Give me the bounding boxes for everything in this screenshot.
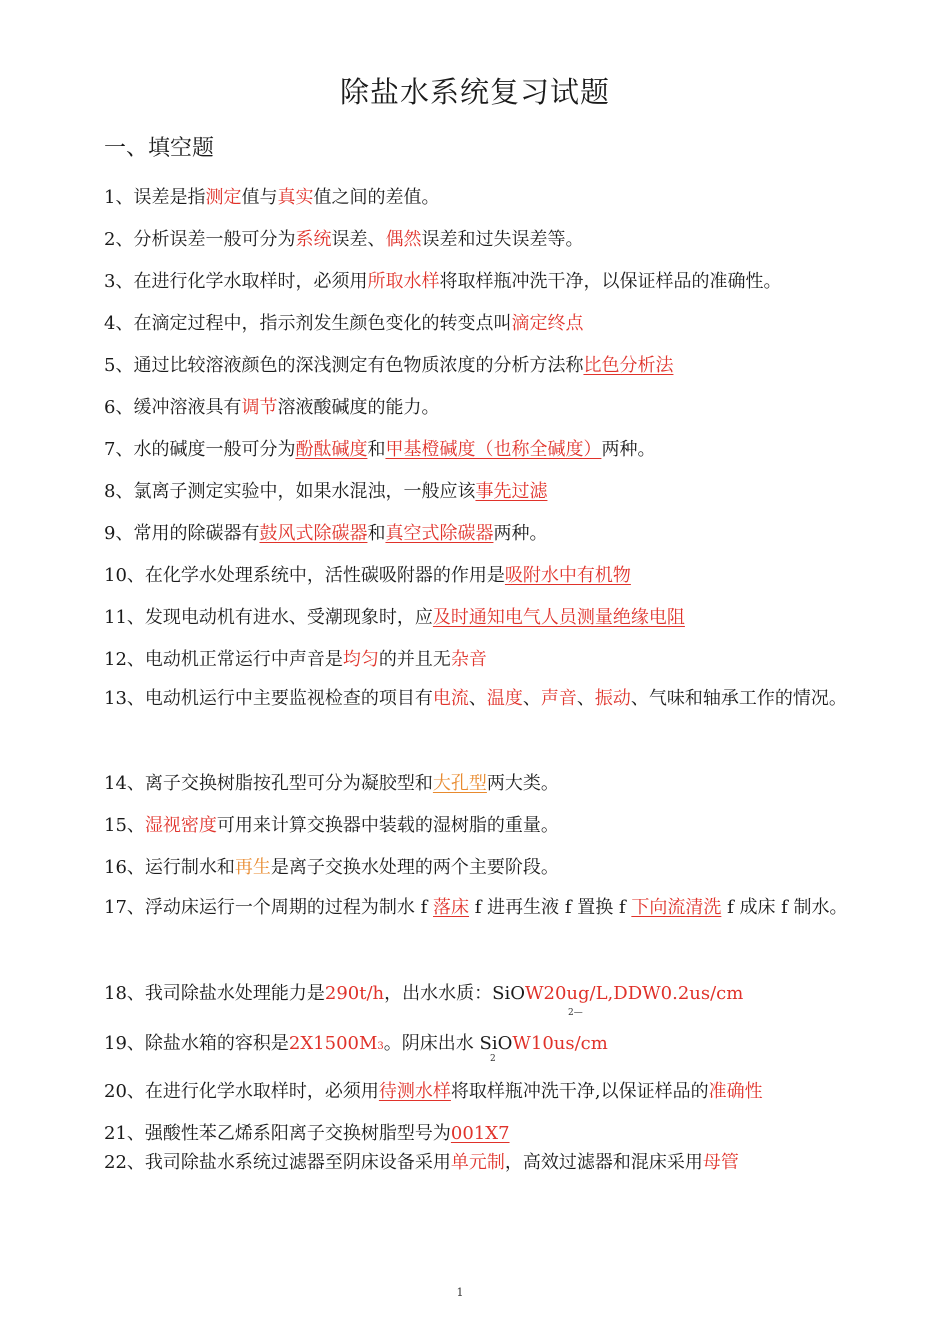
question-5 [104,354,673,378]
answer-text: W20ug/L,DDW0.2us/cm [525,983,744,1004]
question-text: 16、运行制水和 [104,857,235,878]
answer-text: 下向流清洗 [631,897,722,918]
question-text: 22、我司除盐水系统过滤器至阴床设备采用 [104,1152,451,1173]
question-text: 两种。 [493,523,548,544]
question-text: 18、我司除盐水处理能力是 [104,983,325,1004]
answer-text: 吸附水中有机物 [504,565,631,586]
page-number: 1 [456,1286,464,1299]
question-text: 将取样瓶冲洗干净，以保证样品的准确性。 [439,271,782,292]
answer-text: 酚酞碱度 [295,439,368,460]
question-8 [104,480,547,504]
answer-text: 甲基橙碱度（也称全碱度） [385,439,602,460]
answer-text: 测定 [205,187,242,208]
answer-text: 290t/h [324,983,385,1004]
question-text: 误差、 [331,229,386,250]
answer-text: 单元制 [450,1152,505,1173]
answer-text: 大孔型 [432,773,487,794]
answer-text: 杂音 [450,649,487,670]
section-heading: 一、填空题 [104,136,215,161]
question-text: ，高效过滤器和混床采用 [504,1152,703,1173]
answer-text: 均匀 [342,649,379,670]
answer-text: 真空式除碳器 [385,523,494,544]
question-text: 和 [367,439,386,460]
question-20 [104,1080,763,1104]
question-text: 20、在进行化学水取样时，必须用 [104,1081,379,1102]
question-text: 误差和过失误差等。 [421,229,584,250]
answer-text: 待测水样 [378,1081,451,1102]
superscript-unit: 3 [377,1041,384,1052]
answer-text: 湿视密度 [144,815,217,836]
question-7 [104,438,655,462]
answer-text: 落床 [433,897,470,918]
question-text: 、 [522,688,541,709]
question-text: 1、误差是指 [104,187,206,208]
question-text: 4、在滴定过程中，指示剂发生颜色变化的转变点叫 [104,313,512,334]
answer-text: 001X7 [450,1123,510,1144]
answer-text: 事先过滤 [475,481,548,502]
question-6 [104,396,439,420]
question-text: 19、除盐水箱的容积是 [104,1033,289,1054]
question-14 [104,772,559,796]
question-text: 3、在进行化学水取样时，必须用 [104,271,368,292]
question-text: 两大类。 [486,773,559,794]
question-text: 值与 [241,187,278,208]
question-text: 8、氯离子测定实验中，如果水混浊，一般应该 [104,481,476,502]
answer-text: 电流 [432,688,469,709]
question-4 [104,312,583,336]
subscript-note: 2 [490,1054,496,1064]
question-text: 、 [576,688,595,709]
question-3 [104,270,781,294]
question-text: f 进再生液 f 置换 f [469,897,632,918]
answer-text: 滴定终点 [511,313,584,334]
question-text: ，出水水质：SiO [384,983,526,1004]
question-text: 9、常用的除碳器有 [104,523,260,544]
question-text: 和 [367,523,386,544]
question-text: 值之间的差值。 [313,187,440,208]
answer-text: 2X1500M [288,1033,378,1054]
question-text: 14、离子交换树脂按孔型可分为凝胶型和 [104,773,433,794]
question-11 [104,606,685,630]
answer-text: 鼓风式除碳器 [259,523,368,544]
question-17 [104,887,884,929]
answer-text: 声音 [540,688,577,709]
question-1 [104,186,439,210]
question-text: 将取样瓶冲洗干净,以保证样品的 [450,1081,709,1102]
question-text: 10、在化学水处理系统中，活性碳吸附器的作用是 [104,565,505,586]
answer-text: 母管 [702,1152,739,1173]
question-text: f 成床 f 制水。 [721,897,848,918]
question-9 [104,522,547,546]
question-15 [104,814,559,838]
answer-text: 系统 [295,229,332,250]
question-text: 21、强酸性苯乙烯系阳离子交换树脂型号为 [104,1123,451,1144]
subscript-note: 2— [568,1008,583,1018]
answer-text: 及时通知电气人员测量绝缘电阻 [432,607,685,628]
answer-text: 比色分析法 [583,355,674,376]
question-19 [104,1032,608,1059]
answer-text: 真实 [277,187,314,208]
answer-text: 振动 [594,688,631,709]
answer-text: 温度 [486,688,523,709]
question-text: 7、水的碱度一般可分为 [104,439,296,460]
question-text: 13、电动机运行中主要监视检查的项目有 [104,688,433,709]
question-22 [104,1151,739,1175]
question-13 [104,678,884,720]
question-text: 6、缓冲溶液具有 [104,397,242,418]
question-text: 5、通过比较溶液颜色的深浅测定有色物质浓度的分析方法称 [104,355,584,376]
question-text: 2、分析误差一般可分为 [104,229,296,250]
document-title: 除盐水系统复习试题 [339,75,610,109]
question-12 [104,648,487,672]
question-21 [104,1122,510,1146]
answer-text: 再生 [234,857,271,878]
answer-text: 偶然 [385,229,422,250]
question-16 [104,856,559,880]
question-text: 可用来计算交换器中装载的湿树脂的重量。 [216,815,559,836]
question-text: 两种。 [601,439,656,460]
question-text: 、气味和轴承工作的情况。 [630,688,847,709]
question-18 [104,982,743,1006]
question-text: 。阴床出水 SiO [383,1033,513,1054]
question-text: 17、浮动床运行一个周期的过程为制水 f [104,897,434,918]
question-text: 11、发现电动机有进水、受潮现象时，应 [104,607,433,628]
question-text: 12、电动机正常运行中声音是 [104,649,343,670]
answer-text: W10us/cm [512,1033,608,1054]
question-text: 、 [468,688,487,709]
question-2 [104,228,583,252]
question-text: 是离子交换水处理的两个主要阶段。 [270,857,559,878]
question-10 [104,564,631,588]
answer-text: 调节 [241,397,278,418]
question-text: 溶液酸碱度的能力。 [277,397,440,418]
answer-text: 准确性 [708,1081,763,1102]
question-text: 15、 [104,815,145,836]
question-text: 的并且无 [378,649,451,670]
answer-text: 所取水样 [367,271,440,292]
